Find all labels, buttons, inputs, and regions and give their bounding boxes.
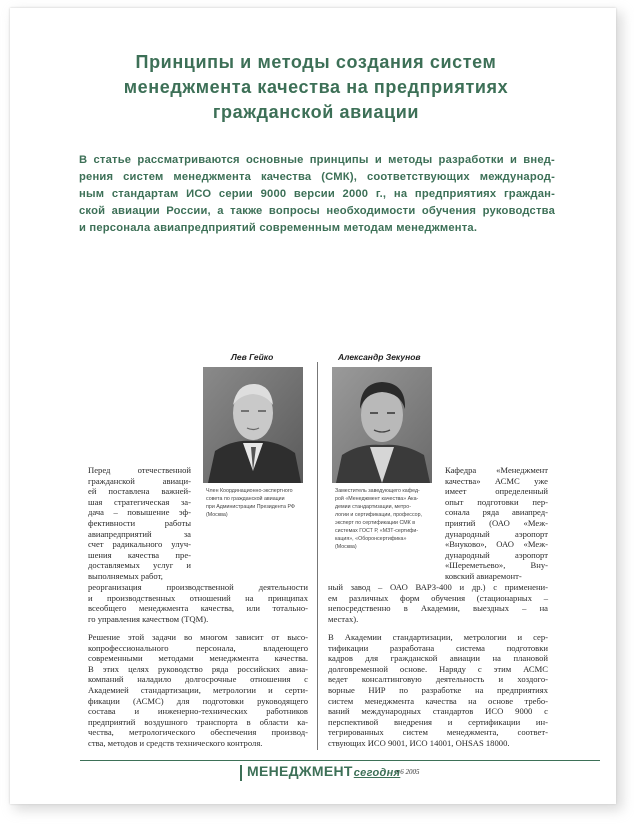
text-line: предприятий воздушного транспорта в области ка- <box>88 716 308 727</box>
text-line: копрофессионального персонала, владеющего <box>88 642 308 653</box>
article-abstract <box>79 152 555 237</box>
text-line: ем различных форм обучения (стационарных – <box>328 592 548 603</box>
text-line: ведет консалтинговую деятельность и хоздого- <box>328 674 548 685</box>
abstract-line: и персонала авиапредприятий современным методам менеджмента. <box>79 222 478 234</box>
logo-main: МЕНЕДЖМЕНТ <box>247 763 353 779</box>
author-photo-zekunov <box>332 367 432 483</box>
author-name-geiko: Лев Гейко <box>231 352 274 362</box>
text-line: «Шереметьево», Вну- <box>445 560 548 571</box>
magazine-logo <box>247 763 400 779</box>
text-line: состава и инженерно-технических работников <box>88 706 308 717</box>
text-line: качества» АСМС уже <box>445 475 548 486</box>
text-line: непосредственно в Академии, выездных – на <box>328 603 548 614</box>
text-line: доставляемых услуг и <box>88 560 191 571</box>
caption-line: при Администрации Президента РФ <box>206 504 295 510</box>
text-line: перспективой внедрения и сертификации ин- <box>328 716 548 727</box>
text-line: го управления качеством (TQM). <box>88 613 209 624</box>
text-line: дународный аэропорт <box>445 549 548 560</box>
footer-rule <box>80 760 600 761</box>
column-divider <box>317 362 318 750</box>
abstract-line: В статье рассматриваются основные принципы и методы разработки и внед- <box>79 154 555 166</box>
text-line: фикации (АСМС) для подготовки руководящего <box>88 695 308 706</box>
text-line: местах). <box>328 613 359 624</box>
text-line: ваний международных стандартов ИСО 9000 с <box>328 706 548 717</box>
abstract-line: ным стандартам ИСО серии 9000 версии 2000 г., на предприятиях граждан- <box>79 188 555 200</box>
text-line: имеет определенный <box>445 486 548 497</box>
abstract-line: рения систем менеджмента качества (СМК), соответствующих международ- <box>79 171 555 183</box>
caption-line: эксперт по сертификации СМК в <box>335 520 416 526</box>
text-line: ворные НИР по разработке на предприятиях <box>328 684 548 695</box>
left-column-wrap <box>88 465 191 582</box>
author-photo-geiko <box>203 367 303 483</box>
title-line: Принципы и методы создания систем <box>135 52 497 72</box>
text-line: сонала ряда авиапред- <box>445 507 548 518</box>
text-line: дача – повышение эф- <box>88 507 191 518</box>
caption-line: логии и сертификации, профессор, <box>335 512 423 518</box>
text-line: реорганизация производственной деятельности <box>88 582 308 592</box>
left-column-para2 <box>88 632 308 749</box>
text-line: долговременной основе. Наряду с этим АСМС <box>328 663 548 674</box>
text-line: гражданской авиаци- <box>88 475 191 486</box>
text-line: авиапредприятий за <box>88 528 191 539</box>
footer-bar <box>240 765 242 781</box>
text-line: В этих целях руководство ряда российских авиа- <box>88 663 308 674</box>
caption-line: демии стандартизации, метро- <box>335 504 411 510</box>
title-line: гражданской авиации <box>212 102 420 122</box>
text-line: выполняемых работ, <box>88 570 163 581</box>
text-line: шая стратегическая за- <box>88 496 191 507</box>
author-caption-geiko <box>206 487 310 519</box>
article-title <box>56 50 576 125</box>
caption-line: совета по гражданской авиации <box>206 496 285 502</box>
logo-sub: сегодня <box>353 767 401 779</box>
text-line: чества, метрологического обеспечения производ- <box>88 727 308 738</box>
text-line: тегрированных систем менеджмента, соответ- <box>328 727 548 738</box>
text-line: ный завод – ОАО ВАРЗ-400 и др.) с применени- <box>328 582 548 592</box>
right-column-para2 <box>328 632 548 749</box>
author-caption-zekunov <box>335 487 439 551</box>
caption-line: рой «Менеджмент качества» Ака- <box>335 496 419 502</box>
caption-line: системах ГОСТ Р, «МЗТ-сертифи- <box>335 528 419 534</box>
text-line: шения качества пре- <box>88 549 191 560</box>
text-line: В Академии стандартизации, метрологии и сер- <box>328 632 548 642</box>
text-line: опыт подготовки пер- <box>445 496 548 507</box>
text-line: и производственных отношений на принципах <box>88 592 308 603</box>
text-line: компаний наладило долгосрочные отношения с <box>88 674 308 685</box>
text-line: ей поставлена важней- <box>88 486 191 497</box>
text-line: дународный аэропорт <box>445 528 548 539</box>
text-line: ковский авиаремонт- <box>445 570 522 581</box>
text-line: приятий (ОАО «Меж- <box>445 517 548 528</box>
text-line: современными методами менеджмента качества. <box>88 653 308 664</box>
caption-line: Член Координационно-экспертного <box>206 488 293 494</box>
text-line: ства, методов и средств технического контроля. <box>88 737 263 748</box>
text-line: фективности работы <box>88 517 191 528</box>
right-column-wrap <box>445 465 548 582</box>
caption-line: (Москва) <box>335 544 357 550</box>
left-column-full <box>88 582 308 624</box>
text-line: Кафедра «Менеджмент <box>445 465 548 475</box>
issue-info: • 6 2005 <box>396 768 420 776</box>
caption-line: (Москва) <box>206 512 228 518</box>
text-line: счет радикального улуч- <box>88 539 191 550</box>
text-line: «Внуково», ОАО «Меж- <box>445 539 548 550</box>
text-line: систем менеджмента качества на основе требо- <box>328 695 548 706</box>
text-line: тификации разработана система подготовки <box>328 642 548 653</box>
right-column-full <box>328 582 548 624</box>
text-line: ствующих ИСО 9001, ИСО 14001, OHSAS 18000. <box>328 737 510 748</box>
text-line: Перед отечественной <box>88 465 191 475</box>
author-name-zekunov: Александр Зекунов <box>338 352 421 362</box>
caption-line: Заместитель заведующего кафед- <box>335 488 420 494</box>
title-line: менеджмента качества на предприятиях <box>123 77 509 97</box>
abstract-line: ской авиации России, а также вопросы необходимости обучения руководства <box>79 205 555 217</box>
text-line: Решение этой задачи во многом зависит от высо- <box>88 632 308 642</box>
caption-line: кация», «Оборонсертифика» <box>335 536 407 542</box>
text-line: Академией стандартизации, метрологии и серти- <box>88 684 308 695</box>
text-line: кадров для гражданской авиации на плановой <box>328 653 548 664</box>
text-line: всеобщего менеджмента качества, или тотально- <box>88 603 308 614</box>
